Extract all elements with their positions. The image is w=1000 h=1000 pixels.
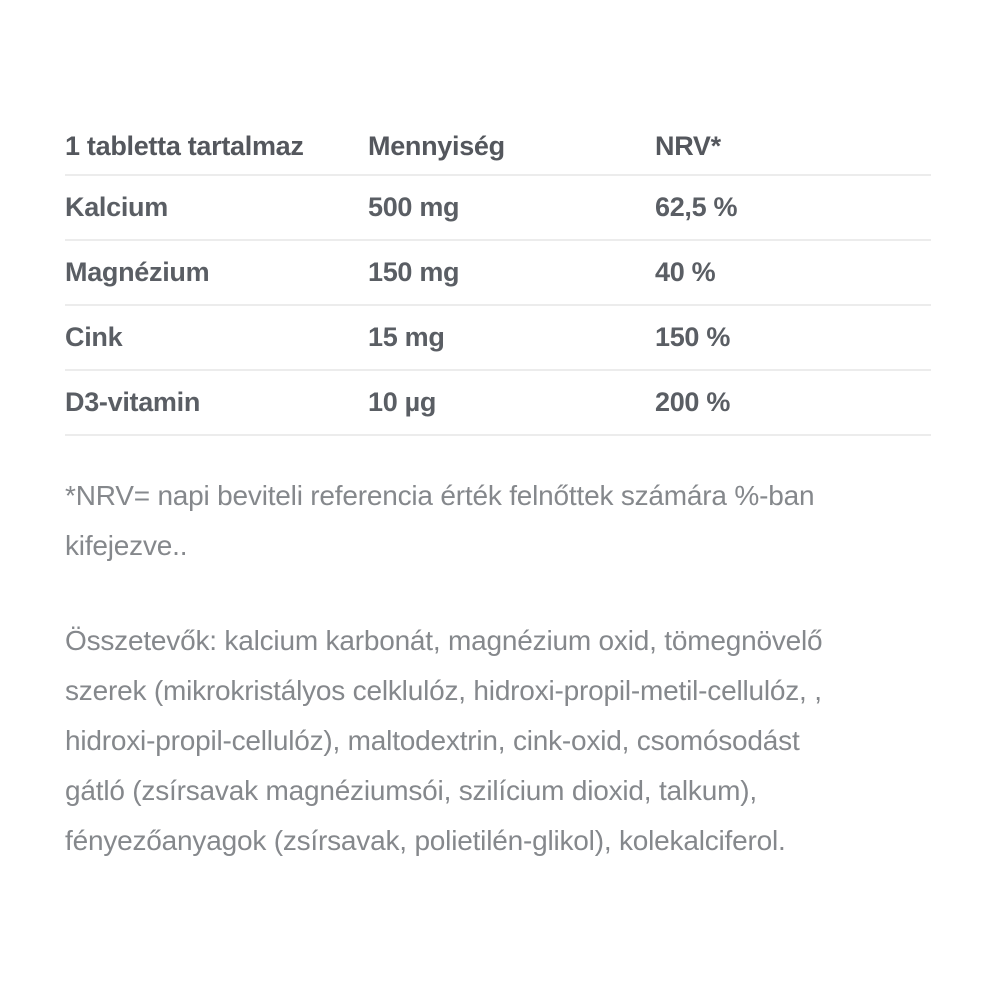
nrv-footnote <box>65 471 931 571</box>
nutrient-amount: 150 mg <box>368 257 460 287</box>
nutrient-amount: 500 mg <box>368 192 460 222</box>
column-header-serving: 1 tabletta tartalmaz <box>65 131 304 161</box>
nutrient-name: D3-vitamin <box>65 387 201 417</box>
table-row-cink <box>65 306 931 371</box>
table-row-magnezium <box>65 241 931 306</box>
table-row-d3-vitamin <box>65 371 931 436</box>
column-header-amount: Mennyiség <box>368 131 505 161</box>
nutrient-nrv: 62,5 % <box>655 192 738 222</box>
nutrient-nrv: 40 % <box>655 257 716 287</box>
ingredients-line-5: fényezőanyagok (zsírsavak, polietilén-glikol), kolekalciferol. <box>65 825 786 856</box>
nutrient-name: Kalcium <box>65 192 168 222</box>
supplement-facts-table <box>65 119 931 436</box>
ingredients-line-1: Összetevők: kalcium karbonát, magnézium oxid, tömegnövelő <box>65 625 823 656</box>
supplement-facts-section <box>65 119 931 866</box>
ingredients-line-2: szerek (mikrokristályos celklulóz, hidroxi-propil-metil-cellulóz, , <box>65 675 822 706</box>
nutrient-amount: 10 µg <box>368 387 437 417</box>
nutrient-name: Cink <box>65 322 123 352</box>
nutrient-amount: 15 mg <box>368 322 445 352</box>
table-header-row <box>65 119 931 176</box>
nrv-footnote-line-2: kifejezve.. <box>65 530 188 561</box>
nutrient-name: Magnézium <box>65 257 210 287</box>
table-row-kalcium <box>65 176 931 241</box>
ingredients-paragraph <box>65 616 931 866</box>
column-header-nrv: NRV* <box>655 131 721 161</box>
ingredients-line-4: gátló (zsírsavak magnéziumsói, szilícium dioxid, talkum), <box>65 775 757 806</box>
ingredients-line-3: hidroxi-propil-cellulóz), maltodextrin, cink-oxid, csomósodást <box>65 725 800 756</box>
nrv-footnote-line-1: *NRV= napi beviteli referencia érték felnőttek számára %-ban <box>65 480 815 511</box>
nutrient-nrv: 150 % <box>655 322 731 352</box>
nutrient-nrv: 200 % <box>655 387 731 417</box>
